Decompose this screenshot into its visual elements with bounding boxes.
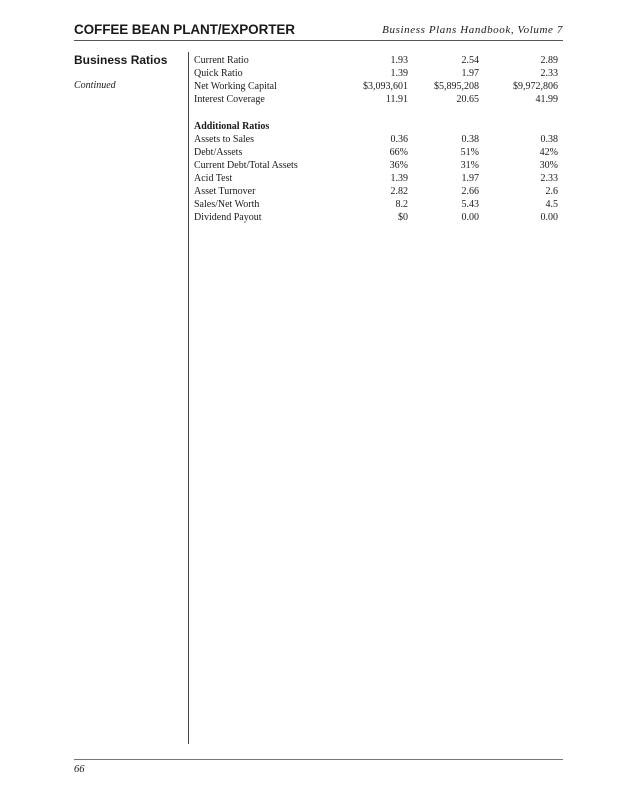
- table-row: [194, 67, 564, 80]
- value-col-2: $5,895,208: [434, 81, 479, 92]
- value-col-1: 1.93: [390, 55, 408, 66]
- row-label: Quick Ratio: [194, 68, 243, 79]
- value-col-3: 42%: [539, 147, 558, 158]
- additional-ratios-heading: Additional Ratios: [194, 121, 270, 132]
- header-rule: [74, 40, 563, 41]
- value-col-2: 2.54: [461, 55, 479, 66]
- value-col-3: 2.33: [540, 173, 558, 184]
- value-col-1: $0: [398, 212, 408, 223]
- value-col-1: 66%: [389, 147, 408, 158]
- page-number: 66: [74, 764, 85, 775]
- row-label: Asset Turnover: [194, 186, 256, 197]
- value-col-3: 41.99: [535, 94, 558, 105]
- row-label: Interest Coverage: [194, 94, 265, 105]
- value-col-2: 31%: [460, 160, 479, 171]
- row-spacer: [194, 106, 564, 120]
- value-col-2: 5.43: [461, 199, 479, 210]
- value-col-2: 2.66: [461, 186, 479, 197]
- value-col-1: 1.39: [390, 173, 408, 184]
- header-subtitle: Business Plans Handbook, Volume 7: [382, 24, 563, 36]
- value-col-1: $3,093,601: [363, 81, 408, 92]
- row-label: Dividend Payout: [194, 212, 262, 223]
- table-row: [194, 172, 564, 185]
- row-label: Current Ratio: [194, 55, 249, 66]
- section-title: Business Ratios: [74, 53, 168, 67]
- value-col-3: 30%: [539, 160, 558, 171]
- row-label: Net Working Capital: [194, 81, 277, 92]
- table-row: [194, 146, 564, 159]
- subsection-heading-row: [194, 120, 564, 133]
- value-col-3: 2.6: [545, 186, 558, 197]
- value-col-1: 36%: [389, 160, 408, 171]
- row-label: Debt/Assets: [194, 147, 243, 158]
- row-label: Acid Test: [194, 173, 233, 184]
- row-label: Sales/Net Worth: [194, 199, 260, 210]
- continued-label: Continued: [74, 80, 116, 91]
- value-col-2: 0.00: [461, 212, 479, 223]
- header-title: COFFEE BEAN PLANT/EXPORTER: [74, 22, 295, 37]
- value-col-2: 1.97: [461, 68, 479, 79]
- value-col-2: 0.38: [461, 134, 479, 145]
- ratios-table: [194, 54, 564, 224]
- value-col-1: 8.2: [395, 199, 408, 210]
- footer-rule: [74, 759, 563, 760]
- table-row: [194, 211, 564, 224]
- value-col-3: 2.89: [540, 55, 558, 66]
- table-row: [194, 185, 564, 198]
- value-col-3: 4.5: [545, 199, 558, 210]
- value-col-1: 11.91: [385, 94, 408, 105]
- value-col-2: 1.97: [461, 173, 479, 184]
- value-col-3: 2.33: [540, 68, 558, 79]
- row-label: Current Debt/Total Assets: [194, 160, 298, 171]
- row-label: Assets to Sales: [194, 134, 254, 145]
- value-col-2: 20.65: [456, 94, 479, 105]
- value-col-3: 0.38: [540, 134, 558, 145]
- value-col-3: $9,972,806: [513, 81, 558, 92]
- table-row: [194, 80, 564, 93]
- value-col-1: 2.82: [390, 186, 408, 197]
- value-col-2: 51%: [460, 147, 479, 158]
- table-row: [194, 133, 564, 146]
- value-col-1: 0.36: [390, 134, 408, 145]
- table-row: [194, 93, 564, 106]
- column-divider: [188, 52, 189, 744]
- table-row: [194, 54, 564, 67]
- value-col-1: 1.39: [390, 68, 408, 79]
- table-row: [194, 159, 564, 172]
- table-row: [194, 198, 564, 211]
- value-col-3: 0.00: [540, 212, 558, 223]
